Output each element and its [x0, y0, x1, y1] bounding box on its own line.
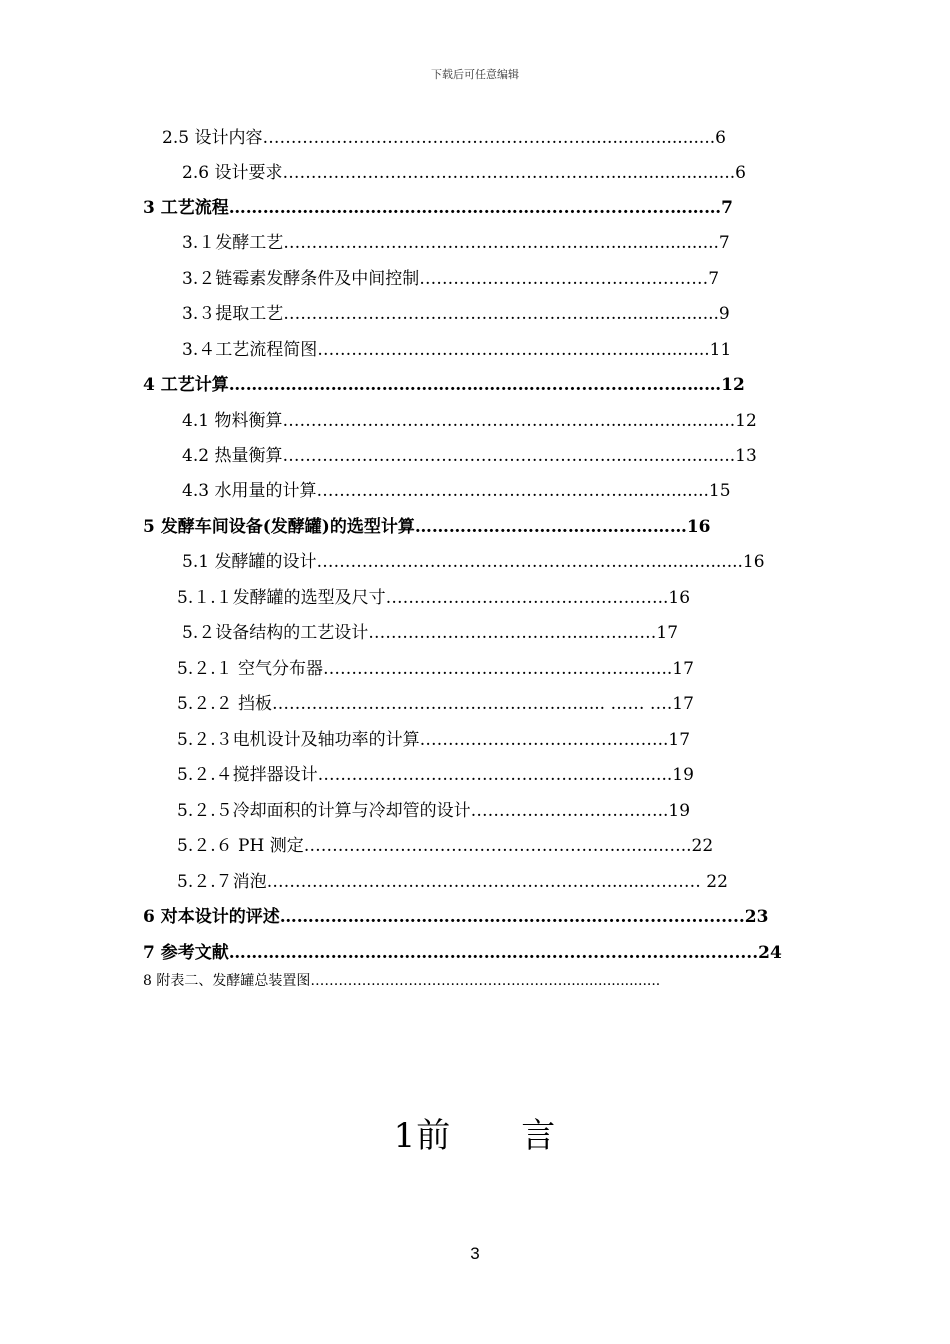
toc-entry-2-5[interactable]: 2.5 设计内容…………………………………………………........................6 [162, 128, 726, 148]
page-number: 3 [470, 1244, 480, 1263]
toc-entry-5-2-6[interactable]: 5.２.６ PH 测定………………………………………………..........…..22 [177, 836, 714, 856]
toc-entry-3-3[interactable]: 3.３提取工艺………………………………………………........................9 [182, 304, 730, 324]
toc-entry-5-2-1[interactable]: 5.２.１ 空气分布器………………………………………………........17 [177, 659, 694, 679]
toc-entry-4-2[interactable]: 4.2 热量衡算…………………………………………………........................13 [182, 446, 757, 466]
toc-entry-4-3[interactable]: 4.3 水用量的计算………………………………………………................15 [182, 481, 731, 501]
toc-entry-3-2[interactable]: 3.２链霉素发酵条件及中间控制……………………………………………7 [182, 269, 720, 289]
toc-entry-3[interactable]: 3 工艺流程…………………………………………………....................………7 [143, 198, 733, 218]
toc-entry-5-2-5[interactable]: 5.２.５冷却面积的计算与冷却管的设计……………………………..19 [177, 801, 691, 821]
toc-entry-3-1[interactable]: 3.１发酵工艺………………………………………………........................7 [182, 233, 730, 253]
toc-entry-2-6[interactable]: 2.6 设计要求…………………………………………………........................6 [182, 163, 746, 183]
toc-entry-5-2-4[interactable]: 5.２.４搅拌器设计……………………………………………….........19 [177, 765, 694, 785]
toc-entry-3-4[interactable]: 3.４工艺流程简图………………………………………………................11 [182, 340, 732, 360]
toc-entry-5-1[interactable]: 5.1 发酵罐的设计……………………………………………………................16 [182, 552, 765, 572]
toc-entry-8[interactable]: 8 附表二、发酵罐总装置图………………………………………………...................... [143, 973, 661, 989]
toc-entry-5-1-1[interactable]: 5.１.１发酵罐的选型及尺寸…………………………………………..16 [177, 588, 691, 608]
toc-entry-5-2-7[interactable]: 5.２.７消泡……………………………………………………........……… 22 [177, 872, 728, 892]
toc-entry-4-1[interactable]: 4.1 物料衡算…………………………………………………........................12 [182, 411, 757, 431]
page-header-note: 下载后可任意编辑 [431, 68, 519, 81]
toc-entry-6[interactable]: 6 对本设计的评述…………………………………………………........................23 [143, 907, 769, 927]
section-heading: 1前 言 [393, 1116, 557, 1156]
toc-entry-4[interactable]: 4 工艺计算…………………………………………………....................………12 [143, 375, 745, 395]
toc-entry-5-2-2[interactable]: 5.２.２ 挡板………………………………………………..... …… ….17 [177, 694, 694, 714]
toc-entry-7[interactable]: 7 参考文献…………………………………………………........................…........24 [143, 943, 782, 963]
toc-entry-5-2[interactable]: 5.２设备结构的工艺设计………………………………...…………17 [182, 623, 679, 643]
toc-entry-5[interactable]: 5 发酵车间设备(发酵罐)的选型计算…………………………………………16 [143, 517, 711, 537]
toc-entry-5-2-3[interactable]: 5.２.３电机设计及轴功率的计算……………………………………..17 [177, 730, 691, 750]
